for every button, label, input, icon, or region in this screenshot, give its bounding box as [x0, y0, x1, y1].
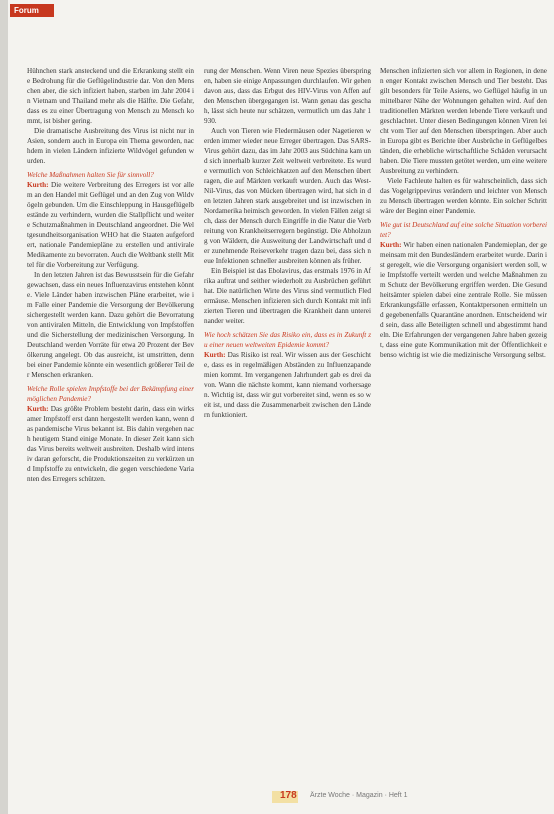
- body-paragraph: [204, 126, 371, 266]
- section-label: Forum: [14, 6, 39, 15]
- body-paragraph: [204, 266, 371, 326]
- paragraph-text: Wie gut ist Deutschland auf eine solche Situation vorbereitet?: [380, 221, 547, 239]
- page-binding-edge: [0, 0, 8, 814]
- paragraph-text: rung der Menschen. Wenn Viren neue Spezies überspringen, haben sie einige Anpassungen durchlaufen. Wir gehen davon aus, dass das Erbgut des HIV-Virus von Affen auf den Menschen übergegangen ist. Wann genau das geschah, lässt sich heute nur schätzen, vermutlich um das Jahr 1930.: [204, 67, 371, 125]
- interview-question: [27, 384, 194, 404]
- page-number: 178: [280, 790, 297, 801]
- body-paragraph: [27, 66, 194, 126]
- paragraph-text: Welche Rolle spielen Impfstoffe bei der Bekämpfung einer möglichen Pandemie?: [27, 385, 194, 403]
- paragraph-text: Das Risiko ist real. Wir wissen aus der Geschichte, dass es in regelmäßigen Abständen zu Influenzapandemien kommt. Im vergangenen Jahrhundert gab es drei davon. Wann die nächste kommt, kann niemand vorhersagen. Wichtig ist, dass wir gut vorbereitet sind, wenn es so weit ist, und dass die Zusammenarbeit zwischen den Ländern funktioniert.: [204, 351, 371, 419]
- text-column-1: [27, 66, 194, 484]
- paragraph-text: Das größte Problem besteht darin, dass ein wirksamer Impfstoff erst dann hergestellt werden kann, wenn das pandemische Virus bekannt ist. Bis dahin vergehen nach heutigem Stand einige Monate. In dieser Zeit kann sich das Virus bereits weltweit ausbreiten. Deshalb wird intensiv daran geforscht, die Produktionszeiten zu verkürzen und Impfstoffe zu entwickeln, die gegen verschiedene Varianten des Erregers schützen.: [27, 405, 194, 483]
- body-paragraph: [204, 66, 371, 126]
- body-paragraph: [27, 126, 194, 166]
- speaker-label: Kurth:: [204, 351, 226, 359]
- paragraph-text: In den letzten Jahren ist das Bewusstsein für die Gefahr gewachsen, dass ein neues Influenzavirus entstehen könnte. Viele Länder haben inzwischen Pläne erarbeitet, wie im Falle einer Pandemie die Versorgung der Bevölkerung sichergestellt werden kann. Dazu gehört die Bevorratung von antiviralen Mitteln, die Entwicklung von Impfstoffen und die Sicherstellung der medizinischen Versorgung. In Deutschland werden Vorräte für etwa 20 Prozent der Bevölkerung angelegt. Ob das ausreicht, ist umstritten, denn bei einer Pandemie könnte ein wesentlich größerer Teil der Menschen erkranken.: [27, 271, 194, 379]
- paragraph-text: Die dramatische Ausbreitung des Virus ist nicht nur in Asien, sondern auch in Europa ein Thema geworden, nachdem in vielen Ländern infizierte Wildvögel gefunden wurden.: [27, 127, 194, 165]
- paragraph-text: Menschen infizierten sich vor allem in Regionen, in denen enger Kontakt zwischen Mensch und Tier besteht. Das gilt besonders für Teile Asiens, wo Geflügel häufig in unmittelbarer Nähe der Wohnungen gehalten wird. Auf den traditionellen Märkten werden lebende Tiere verkauft und geschlachtet. Unter diesen Bedingungen können Viren leicht vom Tier auf den Menschen überspringen. Aber auch in Europa gibt es Berichte über Ausbrüche in Geflügelbeständen, die erhebliche wirtschaftliche Schäden verursacht haben. Die Tiere mussten getötet werden, um eine weitere Ausbreitung zu verhindern.: [380, 67, 547, 175]
- body-paragraph: [27, 270, 194, 380]
- interview-answer: [27, 180, 194, 270]
- paragraph-text: Welche Maßnahmen halten Sie für sinnvoll?: [27, 171, 154, 179]
- publication-name: Ärzte Woche · Magazin · Heft 1: [310, 792, 408, 799]
- interview-question: [380, 220, 547, 240]
- interview-answer: [204, 350, 371, 420]
- paragraph-text: Auch von Tieren wie Fledermäusen oder Nagetieren werden immer wieder neue Erreger übertragen. Das SARS-Virus gehört dazu, das im Jahr 2003 aus Südchina kam und sich innerhalb kurzer Zeit weltweit verbreitete. Es wurde vermutlich von Schleichkatzen auf den Menschen übertragen, die auf Märkten verkauft wurden. Auch das West-Nil-Virus, das von Mücken übertragen wird, hat sich in den letzten Jahren stark ausgebreitet und ist inzwischen in Nordamerika heimisch geworden. In vielen Fällen zeigt sich, dass der Mensch durch Eingriffe in die Natur die Verbreitung von Krankheitserregern begünstigt. Die Abholzung von Wäldern, die Ausweitung der Landwirtschaft und der zunehmende Reiseverkehr tragen dazu bei, dass sich neue Infektionen schneller ausbreiten können als früher.: [204, 127, 371, 265]
- text-column-3: [380, 66, 547, 360]
- body-paragraph: [380, 176, 547, 216]
- body-paragraph: [380, 66, 547, 176]
- speaker-label: Kurth:: [27, 405, 49, 413]
- text-column-2: [204, 66, 371, 420]
- interview-question: [204, 330, 371, 350]
- speaker-label: Kurth:: [27, 181, 49, 189]
- paragraph-text: Wir haben einen nationalen Pandemieplan, der gemeinsam mit den Bundesländern erarbeitet wurde. Darin ist geregelt, wie die Versorgung organisiert werden soll, wie Impfstoffe verteilt werden und welche Maßnahmen zum Schutz der Bevölkerung ergriffen werden. Die Gesundheitsämter spielen dabei eine zentrale Rolle. Sie müssen Erkrankungsfälle erfassen, Kontaktpersonen ermitteln und gegebenenfalls Quarantäne anordnen. Entscheidend wird sein, dass alle Beteiligten schnell und abgestimmt handeln. Die Erfahrungen der vergangenen Jahre haben gezeigt, dass eine gute Kommunikation mit der Öffentlichkeit ebenso wichtig ist wie die medizinische Versorgung selbst.: [380, 241, 547, 359]
- speaker-label: Kurth:: [380, 241, 402, 249]
- paragraph-text: Hühnchen stark ansteckend und die Erkrankung stellt eine Bedrohung für die Geflügelindustrie dar. Von den Menschen aber, die sich infiziert haben, starben im Jahr 2004 in Vietnam und Thailand mehr als die Hälfte. Die Gefahr, dass es zu einer Übertragung von Mensch zu Mensch kommt, ist bisher gering.: [27, 67, 194, 125]
- paragraph-text: Wie hoch schätzen Sie das Risiko ein, dass es in Zukunft zu einer neuen weltweiten Epidemie kommt?: [204, 331, 371, 349]
- interview-answer: [380, 240, 547, 360]
- paragraph-text: Viele Fachleute halten es für wahrscheinlich, dass sich das Vogelgrippevirus verändern und leichter von Mensch zu Mensch übertragen werden könnte. Ein solcher Schritt wäre der Beginn einer Pandemie.: [380, 177, 547, 215]
- paragraph-text: Ein Beispiel ist das Ebolavirus, das erstmals 1976 in Afrika auftrat und seither wiederholt zu Ausbrüchen geführt hat. Die natürlichen Wirte des Virus sind vermutlich Fledermäuse. Menschen infizieren sich durch Kontakt mit infizierten Tieren und übertragen die Krankheit dann untereinander weiter.: [204, 267, 371, 325]
- paragraph-text: Die weitere Verbreitung des Erregers ist vor allem an den Handel mit Geflügel und an den Zug von Wildvögeln gebunden. Um die Einschleppung in Hausgeflügelbestände zu verhindern, wurden die Stallpflicht und weitere Schutzmaßnahmen in Deutschland angeordnet. Die Weltgesundheitsorganisation WHO hat die Staaten aufgefordert, nationale Pandemiepläne zu erstellen und antivirale Medikamente zu bevorraten. Auch die Weltbank stellt Mittel für die Vorbereitung zur Verfügung.: [27, 181, 194, 269]
- interview-question: [27, 170, 194, 180]
- interview-answer: [27, 404, 194, 484]
